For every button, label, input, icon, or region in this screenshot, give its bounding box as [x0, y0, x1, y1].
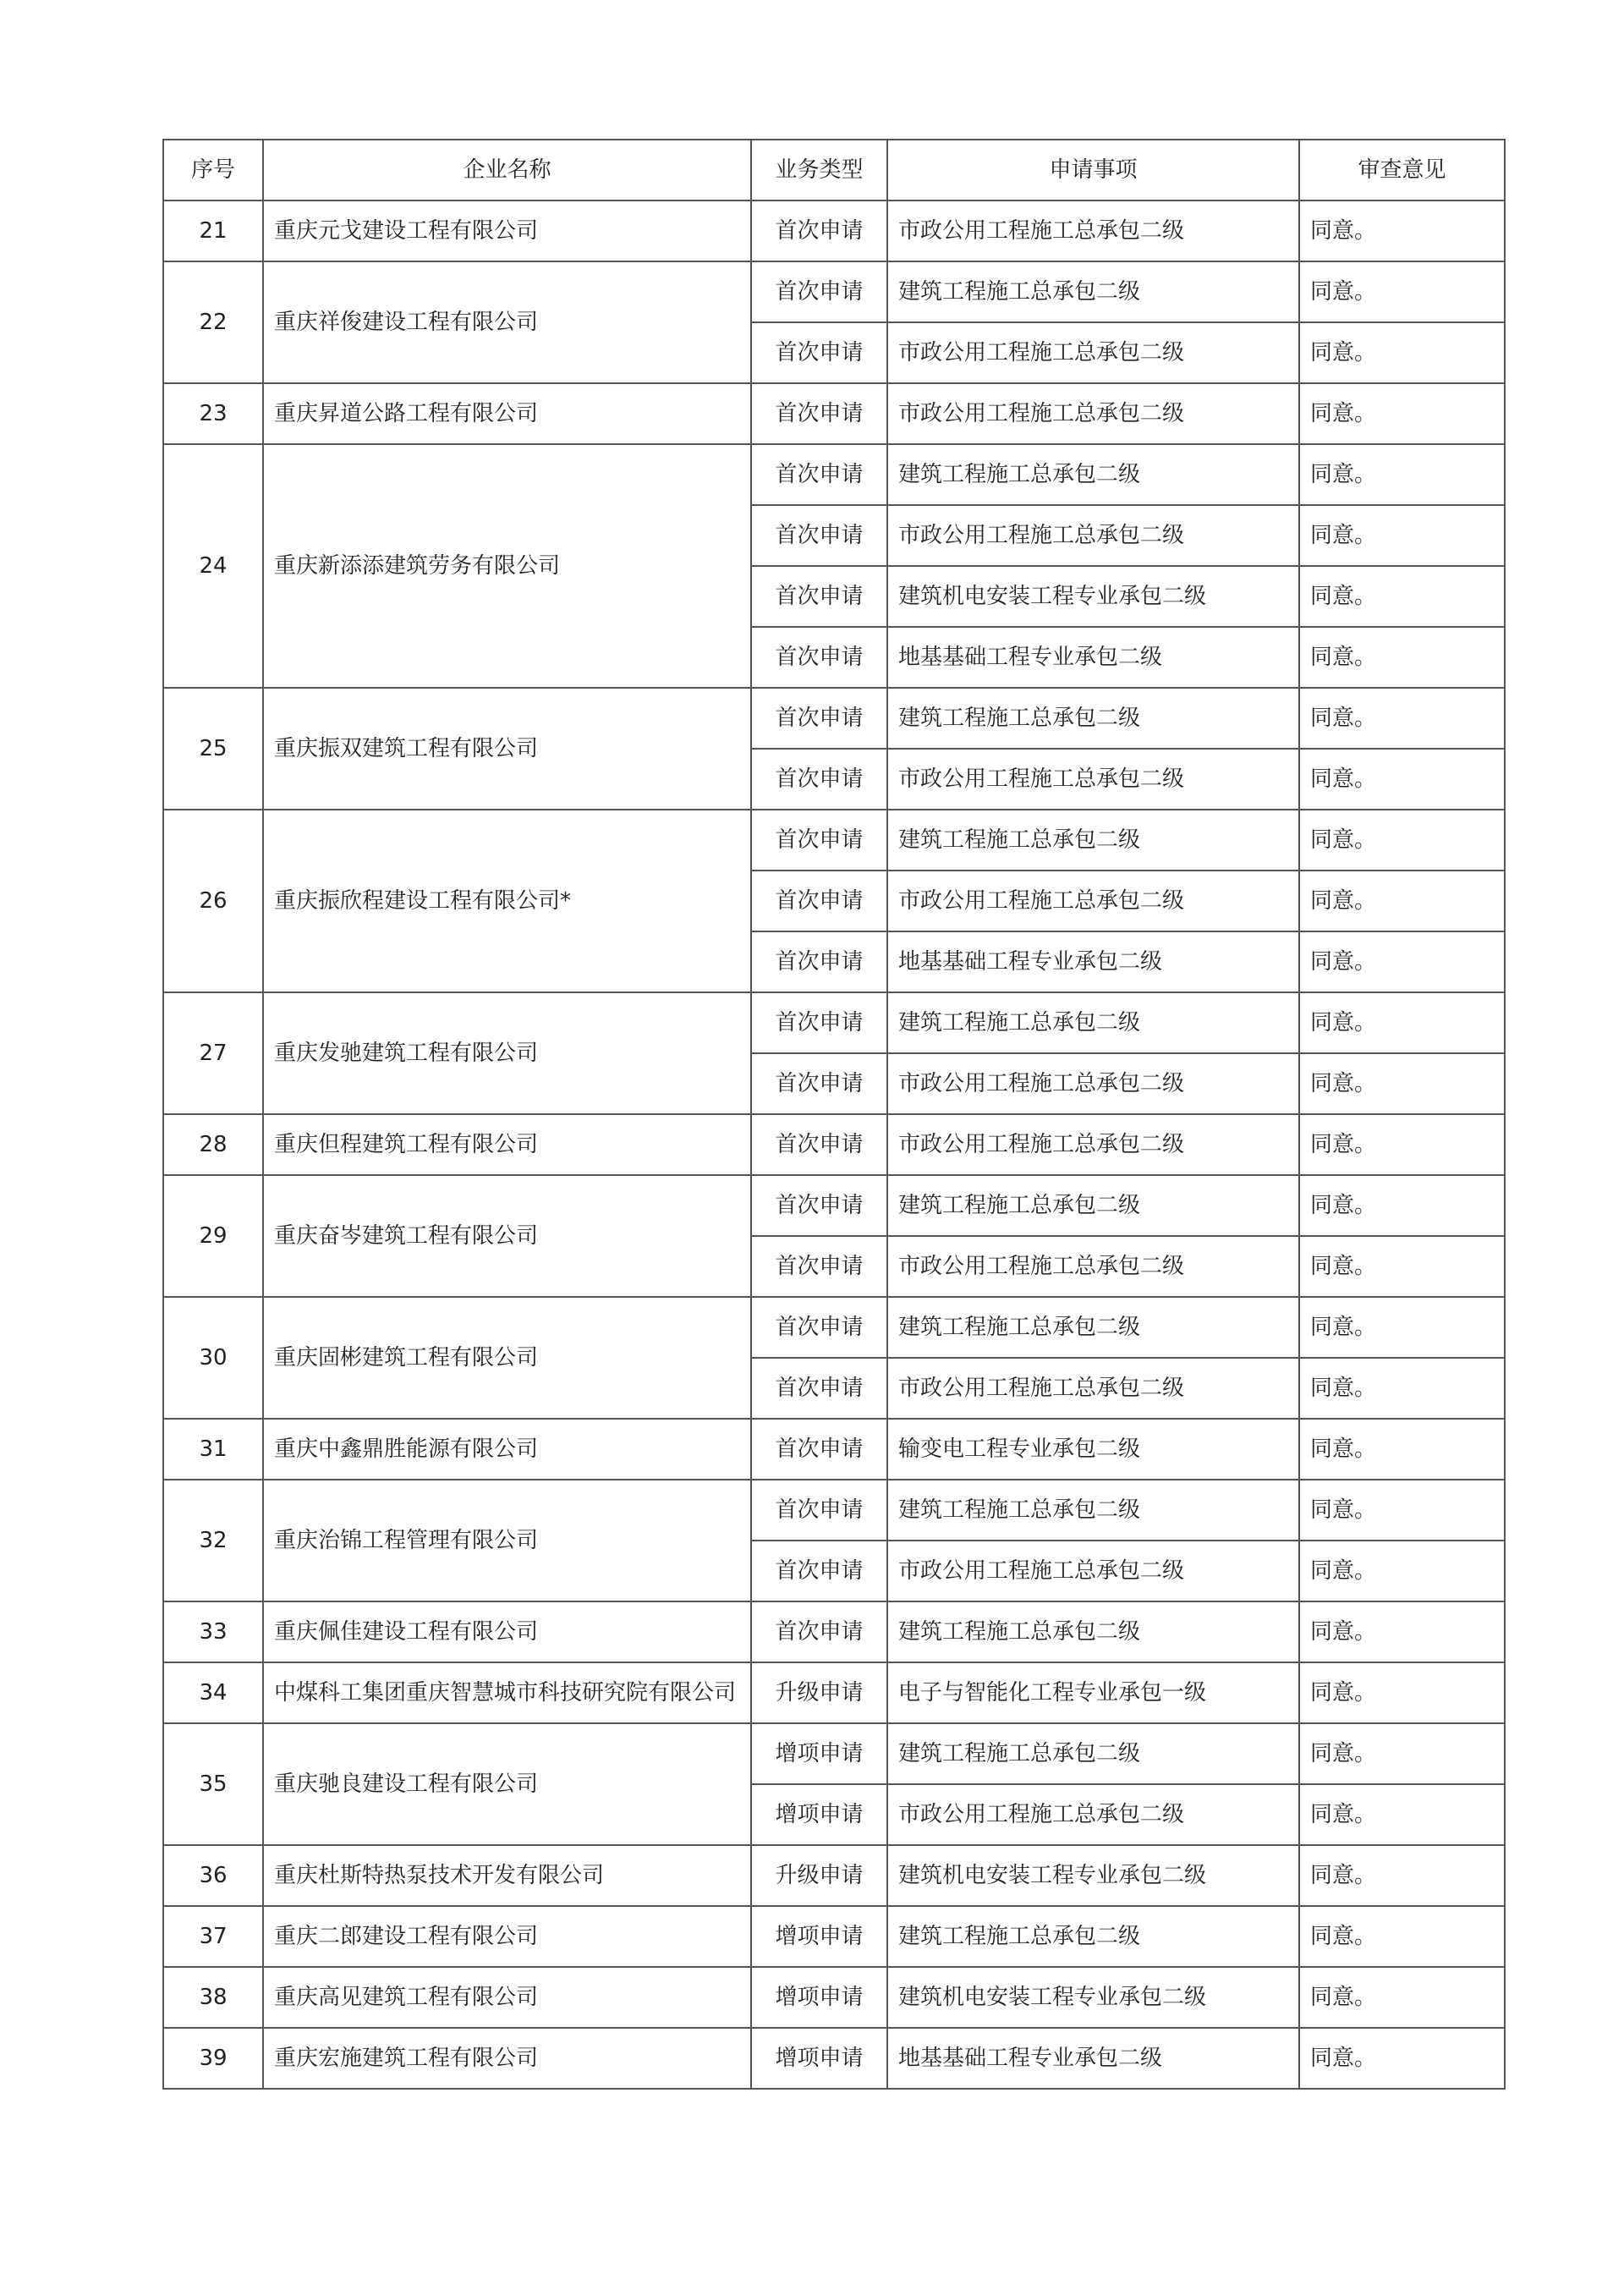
application-item: 建筑工程施工总承包二级 [887, 688, 1299, 749]
company-name: 重庆中鑫鼎胜能源有限公司 [263, 1419, 751, 1480]
business-type: 首次申请 [751, 1541, 887, 1601]
business-type: 首次申请 [751, 810, 887, 871]
company-name: 重庆振双建筑工程有限公司 [263, 688, 751, 810]
review-opinion: 同意。 [1299, 871, 1505, 931]
row-seq: 26 [163, 810, 263, 992]
business-type: 增项申请 [751, 1906, 887, 1967]
business-type: 首次申请 [751, 1358, 887, 1419]
review-opinion: 同意。 [1299, 1967, 1505, 2028]
row-seq: 38 [163, 1967, 263, 2028]
company-name: 重庆但程建筑工程有限公司 [263, 1114, 751, 1175]
row-seq: 25 [163, 688, 263, 810]
row-seq: 32 [163, 1480, 263, 1601]
application-item: 市政公用工程施工总承包二级 [887, 1784, 1299, 1845]
table-header-row [163, 140, 1505, 200]
table-row [163, 1967, 1505, 2028]
review-opinion: 同意。 [1299, 1236, 1505, 1297]
table-row [163, 1662, 1505, 1723]
business-type: 首次申请 [751, 1480, 887, 1541]
company-name: 重庆奋岑建筑工程有限公司 [263, 1175, 751, 1297]
business-type: 升级申请 [751, 1662, 887, 1723]
business-type: 升级申请 [751, 1845, 887, 1906]
table-row [163, 810, 1505, 871]
row-seq: 36 [163, 1845, 263, 1906]
application-item: 建筑工程施工总承包二级 [887, 1906, 1299, 1967]
table-row [163, 1601, 1505, 1662]
review-opinion: 同意。 [1299, 1053, 1505, 1114]
business-type: 增项申请 [751, 1967, 887, 2028]
application-item: 建筑机电安装工程专业承包二级 [887, 1845, 1299, 1906]
business-type: 首次申请 [751, 322, 887, 383]
company-name: 重庆宏施建筑工程有限公司 [263, 2028, 751, 2089]
table-row [163, 2028, 1505, 2089]
header-company-name: 企业名称 [263, 140, 751, 200]
review-opinion: 同意。 [1299, 992, 1505, 1053]
review-opinion: 同意。 [1299, 1662, 1505, 1723]
review-opinion: 同意。 [1299, 566, 1505, 627]
application-item: 电子与智能化工程专业承包一级 [887, 1662, 1299, 1723]
business-type: 首次申请 [751, 1175, 887, 1236]
review-opinion: 同意。 [1299, 261, 1505, 322]
business-type: 首次申请 [751, 1053, 887, 1114]
review-opinion: 同意。 [1299, 383, 1505, 444]
header-seq: 序号 [163, 140, 263, 200]
business-type: 首次申请 [751, 871, 887, 931]
company-name: 重庆杜斯特热泵技术开发有限公司 [263, 1845, 751, 1906]
company-name: 重庆祥俊建设工程有限公司 [263, 261, 751, 383]
table-row [163, 1906, 1505, 1967]
review-opinion: 同意。 [1299, 1601, 1505, 1662]
review-opinion: 同意。 [1299, 444, 1505, 505]
application-item: 建筑工程施工总承包二级 [887, 1175, 1299, 1236]
application-item: 建筑工程施工总承包二级 [887, 1601, 1299, 1662]
review-opinion: 同意。 [1299, 1845, 1505, 1906]
review-opinion: 同意。 [1299, 200, 1505, 261]
table-row [163, 1297, 1505, 1358]
review-opinion: 同意。 [1299, 322, 1505, 383]
row-seq: 29 [163, 1175, 263, 1297]
table-row [163, 200, 1505, 261]
table-body [163, 200, 1505, 2089]
application-item: 地基基础工程专业承包二级 [887, 2028, 1299, 2089]
business-type: 首次申请 [751, 444, 887, 505]
company-name: 重庆高见建筑工程有限公司 [263, 1967, 751, 2028]
business-type: 首次申请 [751, 992, 887, 1053]
business-type: 首次申请 [751, 383, 887, 444]
application-item: 建筑工程施工总承包二级 [887, 810, 1299, 871]
row-seq: 34 [163, 1662, 263, 1723]
business-type: 首次申请 [751, 627, 887, 688]
review-opinion: 同意。 [1299, 1784, 1505, 1845]
application-item: 市政公用工程施工总承包二级 [887, 749, 1299, 810]
review-opinion: 同意。 [1299, 688, 1505, 749]
company-name: 重庆固彬建筑工程有限公司 [263, 1297, 751, 1419]
application-item: 市政公用工程施工总承包二级 [887, 1053, 1299, 1114]
table-row [163, 1114, 1505, 1175]
application-item: 输变电工程专业承包二级 [887, 1419, 1299, 1480]
row-seq: 37 [163, 1906, 263, 1967]
business-type: 首次申请 [751, 261, 887, 322]
review-opinion: 同意。 [1299, 1297, 1505, 1358]
application-item: 市政公用工程施工总承包二级 [887, 1236, 1299, 1297]
business-type: 首次申请 [751, 505, 887, 566]
application-item: 地基基础工程专业承包二级 [887, 627, 1299, 688]
review-opinion: 同意。 [1299, 1541, 1505, 1601]
application-item: 市政公用工程施工总承包二级 [887, 383, 1299, 444]
table-row [163, 1845, 1505, 1906]
table-row [163, 383, 1505, 444]
approval-table [162, 139, 1506, 2090]
row-seq: 27 [163, 992, 263, 1114]
review-opinion: 同意。 [1299, 1358, 1505, 1419]
review-opinion: 同意。 [1299, 1175, 1505, 1236]
review-opinion: 同意。 [1299, 749, 1505, 810]
application-item: 建筑工程施工总承包二级 [887, 1723, 1299, 1784]
row-seq: 24 [163, 444, 263, 688]
table-row [163, 444, 1505, 505]
table-row [163, 688, 1505, 749]
row-seq: 30 [163, 1297, 263, 1419]
company-name: 重庆佩佳建设工程有限公司 [263, 1601, 751, 1662]
table-row [163, 1175, 1505, 1236]
business-type: 增项申请 [751, 2028, 887, 2089]
application-item: 建筑工程施工总承包二级 [887, 1297, 1299, 1358]
review-opinion: 同意。 [1299, 1419, 1505, 1480]
business-type: 首次申请 [751, 1601, 887, 1662]
application-item: 建筑机电安装工程专业承包二级 [887, 1967, 1299, 2028]
table-row [163, 1480, 1505, 1541]
table-row [163, 1419, 1505, 1480]
table-row [163, 992, 1505, 1053]
company-name: 重庆治锦工程管理有限公司 [263, 1480, 751, 1601]
review-opinion: 同意。 [1299, 810, 1505, 871]
application-item: 市政公用工程施工总承包二级 [887, 505, 1299, 566]
company-name: 重庆昇道公路工程有限公司 [263, 383, 751, 444]
company-name: 重庆二郎建设工程有限公司 [263, 1906, 751, 1967]
application-item: 市政公用工程施工总承包二级 [887, 871, 1299, 931]
row-seq: 31 [163, 1419, 263, 1480]
business-type: 增项申请 [751, 1723, 887, 1784]
business-type: 首次申请 [751, 566, 887, 627]
application-item: 建筑工程施工总承包二级 [887, 992, 1299, 1053]
application-item: 市政公用工程施工总承包二级 [887, 1541, 1299, 1601]
row-seq: 35 [163, 1723, 263, 1845]
application-item: 市政公用工程施工总承包二级 [887, 200, 1299, 261]
business-type: 首次申请 [751, 749, 887, 810]
business-type: 首次申请 [751, 200, 887, 261]
company-name: 重庆新添添建筑劳务有限公司 [263, 444, 751, 688]
application-item: 建筑工程施工总承包二级 [887, 261, 1299, 322]
review-opinion: 同意。 [1299, 505, 1505, 566]
application-item: 市政公用工程施工总承包二级 [887, 1358, 1299, 1419]
business-type: 首次申请 [751, 688, 887, 749]
review-opinion: 同意。 [1299, 931, 1505, 992]
business-type: 增项申请 [751, 1784, 887, 1845]
company-name: 重庆振欣程建设工程有限公司* [263, 810, 751, 992]
company-name: 重庆驰良建设工程有限公司 [263, 1723, 751, 1845]
application-item: 市政公用工程施工总承包二级 [887, 322, 1299, 383]
application-item: 建筑工程施工总承包二级 [887, 1480, 1299, 1541]
row-seq: 33 [163, 1601, 263, 1662]
review-opinion: 同意。 [1299, 1480, 1505, 1541]
review-opinion: 同意。 [1299, 1906, 1505, 1967]
header-business-type: 业务类型 [751, 140, 887, 200]
review-opinion: 同意。 [1299, 627, 1505, 688]
table-row [163, 261, 1505, 322]
company-name: 重庆元戈建设工程有限公司 [263, 200, 751, 261]
business-type: 首次申请 [751, 931, 887, 992]
review-opinion: 同意。 [1299, 1723, 1505, 1784]
application-item: 建筑机电安装工程专业承包二级 [887, 566, 1299, 627]
row-seq: 21 [163, 200, 263, 261]
review-opinion: 同意。 [1299, 1114, 1505, 1175]
company-name: 重庆发驰建筑工程有限公司 [263, 992, 751, 1114]
header-application-item: 申请事项 [887, 140, 1299, 200]
row-seq: 28 [163, 1114, 263, 1175]
application-item: 市政公用工程施工总承包二级 [887, 1114, 1299, 1175]
company-name: 中煤科工集团重庆智慧城市科技研究院有限公司 [263, 1662, 751, 1723]
application-item: 建筑工程施工总承包二级 [887, 444, 1299, 505]
row-seq: 39 [163, 2028, 263, 2089]
header-review-opinion: 审查意见 [1299, 140, 1505, 200]
row-seq: 23 [163, 383, 263, 444]
business-type: 首次申请 [751, 1236, 887, 1297]
application-item: 地基基础工程专业承包二级 [887, 931, 1299, 992]
row-seq: 22 [163, 261, 263, 383]
business-type: 首次申请 [751, 1297, 887, 1358]
business-type: 首次申请 [751, 1419, 887, 1480]
table-row [163, 1723, 1505, 1784]
business-type: 首次申请 [751, 1114, 887, 1175]
review-opinion: 同意。 [1299, 2028, 1505, 2089]
